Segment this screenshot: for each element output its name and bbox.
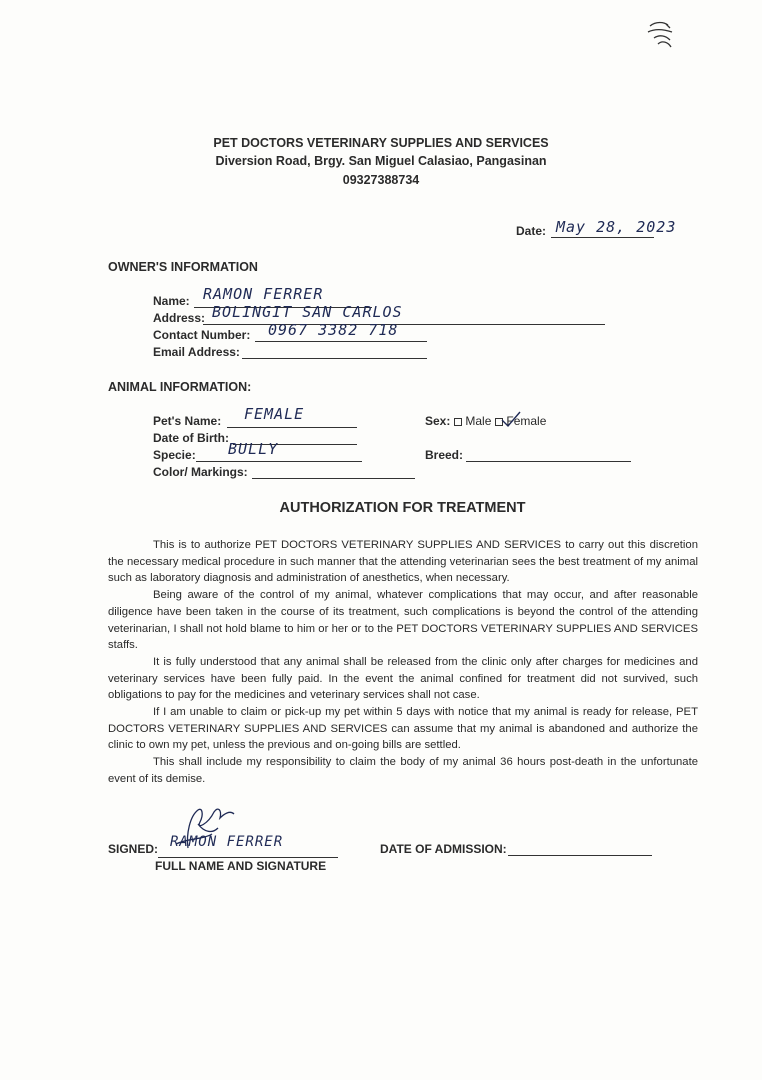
signed-label: SIGNED:	[108, 842, 159, 856]
color-markings-label: Color/ Markings:	[153, 465, 248, 479]
animal-heading: ANIMAL INFORMATION:	[108, 380, 252, 394]
company-name: PET DOCTORS VETERINARY SUPPLIES AND SERVICES	[213, 136, 549, 150]
owner-contact-value: 0967 3382 718	[268, 321, 399, 339]
pet-name-value: FEMALE	[244, 405, 305, 423]
admission-label: DATE OF ADMISSION:	[380, 842, 507, 856]
company-address: Diversion Road, Brgy. San Miguel Calasiao, Pangasinan	[215, 154, 547, 168]
owner-email-line	[242, 358, 427, 359]
color-markings-line	[252, 478, 415, 479]
signed-name: RAMON FERRER	[170, 834, 284, 850]
sex-field	[425, 414, 546, 428]
owner-contact-line	[255, 341, 427, 342]
owner-email-label: Email Address:	[153, 345, 240, 359]
company-phone: 09327388734	[342, 173, 420, 187]
corner-scribble-mark	[644, 18, 678, 50]
date-line	[551, 237, 654, 238]
owner-address-label: Address:	[153, 311, 206, 325]
owner-heading: OWNER'S INFORMATION	[108, 260, 258, 274]
male-option-label: Male	[465, 414, 492, 428]
breed-label: Breed:	[425, 448, 464, 462]
date-value: May 28, 2023	[556, 218, 677, 236]
pet-name-line	[227, 427, 357, 428]
owner-address-line	[203, 324, 605, 325]
owner-name-label: Name:	[153, 294, 190, 308]
dob-label: Date of Birth:	[153, 431, 229, 445]
pet-name-label: Pet's Name:	[153, 414, 222, 428]
admission-line	[508, 855, 652, 856]
authorization-paragraph-3: It is fully understood that any animal shall be released from the clinic only after charges for medicines and veterinary services have been fully paid. In the event the animal confined for treatment did not survived, such obligations to pay for the medicines and veterinary services shall not case.	[108, 655, 698, 702]
male-checkbox[interactable]	[454, 418, 462, 426]
specie-line	[196, 461, 362, 462]
owner-contact-label: Contact Number:	[153, 328, 251, 342]
signature-line	[158, 857, 338, 858]
authorization-title: AUTHORIZATION FOR TREATMENT	[279, 500, 526, 516]
specie-label: Specie:	[153, 448, 196, 462]
signature-caption: FULL NAME AND SIGNATURE	[155, 859, 327, 873]
breed-line	[466, 461, 631, 462]
authorization-body	[108, 537, 698, 788]
specie-value: BULLY	[228, 440, 279, 458]
date-label: Date:	[516, 224, 547, 238]
authorization-paragraph-5: This shall include my responsibility to claim the body of my animal 36 hours post-death in the unfortunate event of its demise.	[108, 756, 698, 785]
authorization-paragraph-1: This is to authorize PET DOCTORS VETERINARY SUPPLIES AND SERVICES to carry out this discretion the necessary medical procedure in such manner that the attending veterinarian sees the best treatment of my animal such as laboratory diagnosis and administration of anesthetics, when necessary.	[108, 539, 698, 585]
owner-name-value: RAMON FERRER	[203, 285, 324, 303]
authorization-paragraph-2: Being aware of the control of my animal, whatever complications that may occur, and after reasonable diligence have been taken in the course of its treatment, such complications is beyond the control of the attending veterinarian, I shall not hold blame to him or her or to the PET DOCTORS VETERINARY SUPPLIES AND SERVICES staffs.	[108, 589, 698, 652]
female-check-mark	[500, 410, 522, 428]
owner-address-value: BOLINGIT SAN CARLOS	[212, 303, 403, 321]
female-option-label: Female	[506, 414, 547, 428]
sex-label: Sex:	[425, 414, 451, 428]
authorization-paragraph-4: If I am unable to claim or pick-up my pet within 5 days with notice that my animal is ready for release, PET DOCTORS VETERINARY SUPPLIES AND SERVICES can assume that my animal is abandoned and authorize the clinic to own my pet, unless the previous and on-going bills are settled.	[108, 706, 698, 752]
